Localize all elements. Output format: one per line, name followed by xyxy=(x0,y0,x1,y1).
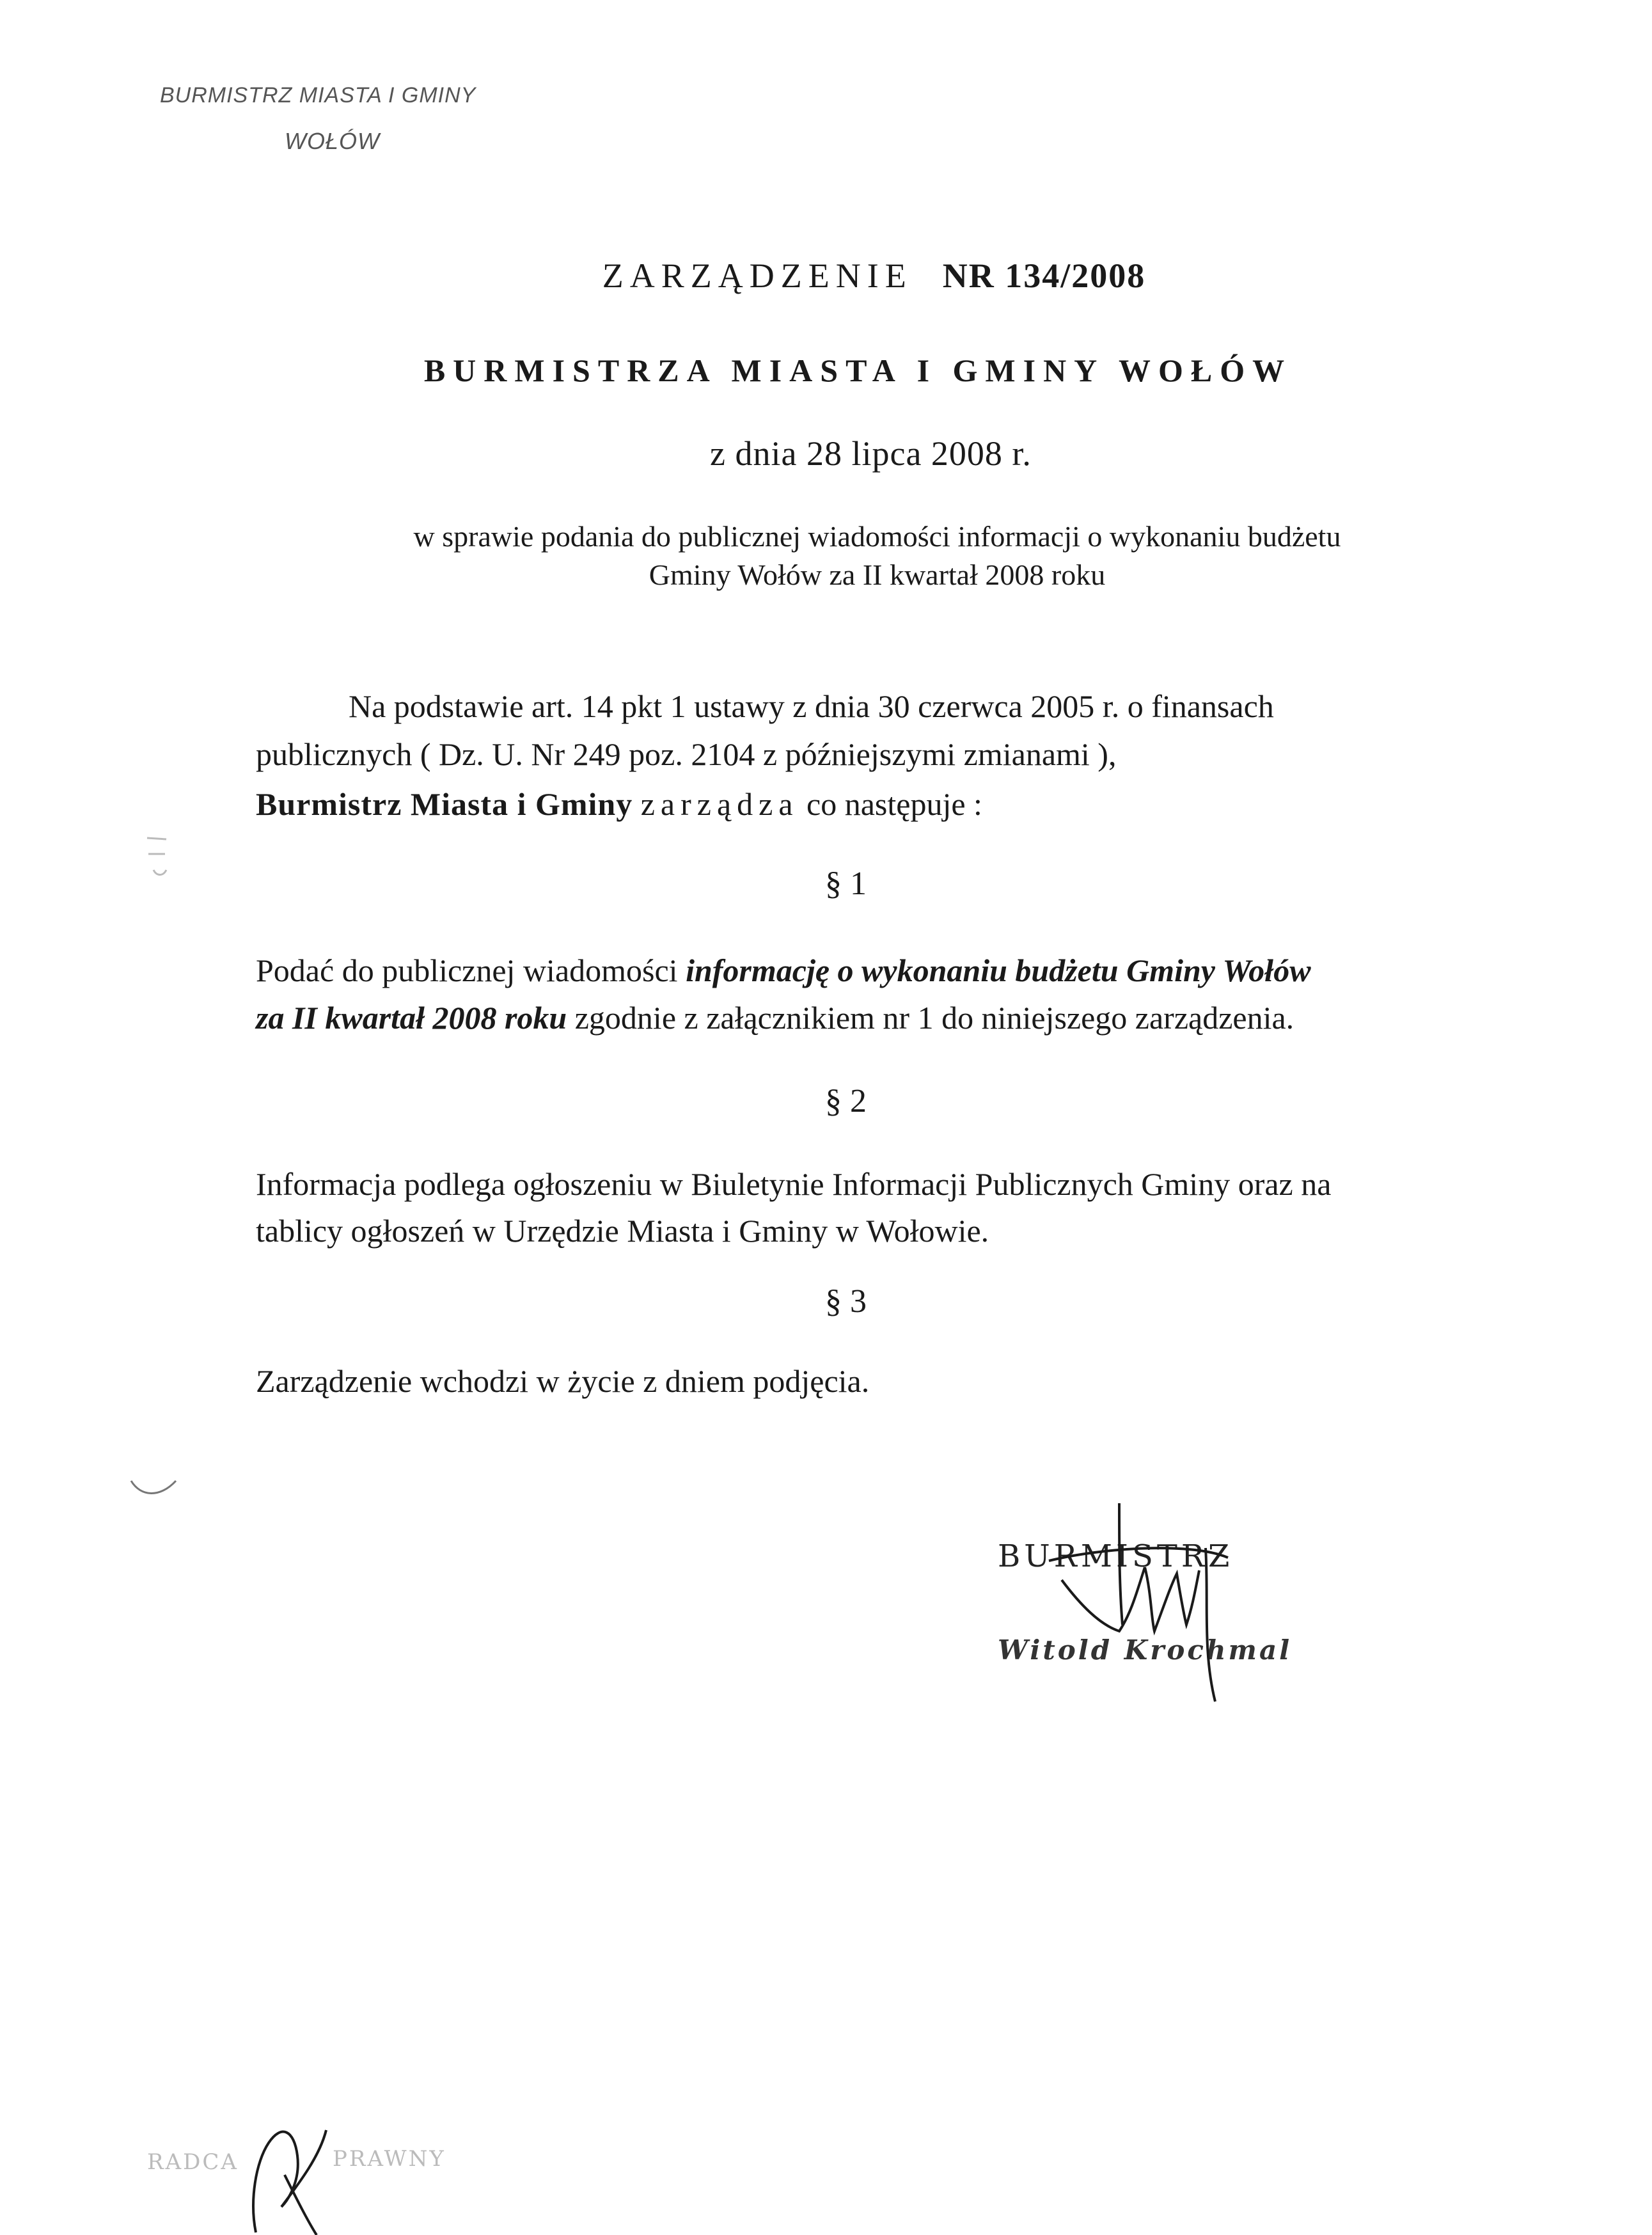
legal-basis-line-1: Na podstawie art. 14 pkt 1 ustawy z dnia 30 czerwca 2005 r. o finansach xyxy=(349,688,1274,724)
title-prefix: ZARZĄDZENIE xyxy=(602,257,913,295)
legal-basis-rest: co następuje : xyxy=(806,786,982,822)
section-2-line-1: Informacja podlega ogłoszeniu w Biuletynie Informacji Publicznych Gminy oraz na xyxy=(256,1166,1332,1202)
signature-title: BURMISTRZ xyxy=(998,1538,1234,1574)
subject-line-2: Gminy Wołów za II kwartał 2008 roku xyxy=(649,558,1106,591)
legal-advisor-signature-icon xyxy=(237,2105,365,2235)
section-2-line-2: tablicy ogłoszeń w Urzędzie Miasta i Gminy w Wołowie. xyxy=(256,1213,989,1249)
signature-name: Witold Krochmal xyxy=(998,1634,1293,1666)
section-1-plain-text-2: zgodnie z załącznikiem nr 1 do niniejszego zarządzenia. xyxy=(574,1000,1294,1036)
legal-advisor-stamp-left: RADCA xyxy=(147,2149,239,2175)
section-2-mark: § 2 xyxy=(825,1083,867,1119)
legal-basis-verb: zarządza xyxy=(640,786,799,822)
section-3-line-1: Zarządzenie wchodzi w życie z dniem podjęcia. xyxy=(256,1363,870,1399)
section-3-mark: § 3 xyxy=(825,1283,867,1320)
legal-basis-authority: Burmistrz Miasta i Gminy xyxy=(256,786,633,822)
issuing-authority: BURMISTRZA MIASTA I GMINY WOŁÓW xyxy=(423,352,1293,388)
legal-advisor-stamp-right: PRAWNY xyxy=(333,2146,446,2172)
subject-line-1: w sprawie podania do publicznej wiadomości informacji o wykonaniu budżetu xyxy=(413,520,1341,553)
section-1-emphasis-2: za II kwartał 2008 roku xyxy=(256,1000,567,1036)
section-1-mark: § 1 xyxy=(825,865,867,902)
section-1-emphasis-1: informację o wykonaniu budżetu Gminy Wołów xyxy=(686,952,1311,988)
scan-mark-icon xyxy=(128,1478,179,1503)
document-title xyxy=(0,256,1652,296)
handwritten-signature-icon xyxy=(1023,1497,1292,1727)
section-1-line-1 xyxy=(256,952,1311,989)
document-date: z dnia 28 lipca 2008 r. xyxy=(710,434,1032,473)
order-number: NR 134/2008 xyxy=(942,257,1146,295)
legal-basis-line-3 xyxy=(256,786,982,823)
office-stamp-line-1: BURMISTRZ MIASTA I GMINY xyxy=(160,83,476,107)
section-1-plain-text: Podać do publicznej wiadomości xyxy=(256,952,678,988)
legal-basis-line-2: publicznych ( Dz. U. Nr 249 poz. 2104 z późniejszymi zmianami ), xyxy=(256,736,1117,772)
office-stamp-line-2: WOŁÓW xyxy=(285,128,380,154)
section-1-line-2 xyxy=(256,999,1294,1036)
scan-mark-icon xyxy=(141,832,173,883)
